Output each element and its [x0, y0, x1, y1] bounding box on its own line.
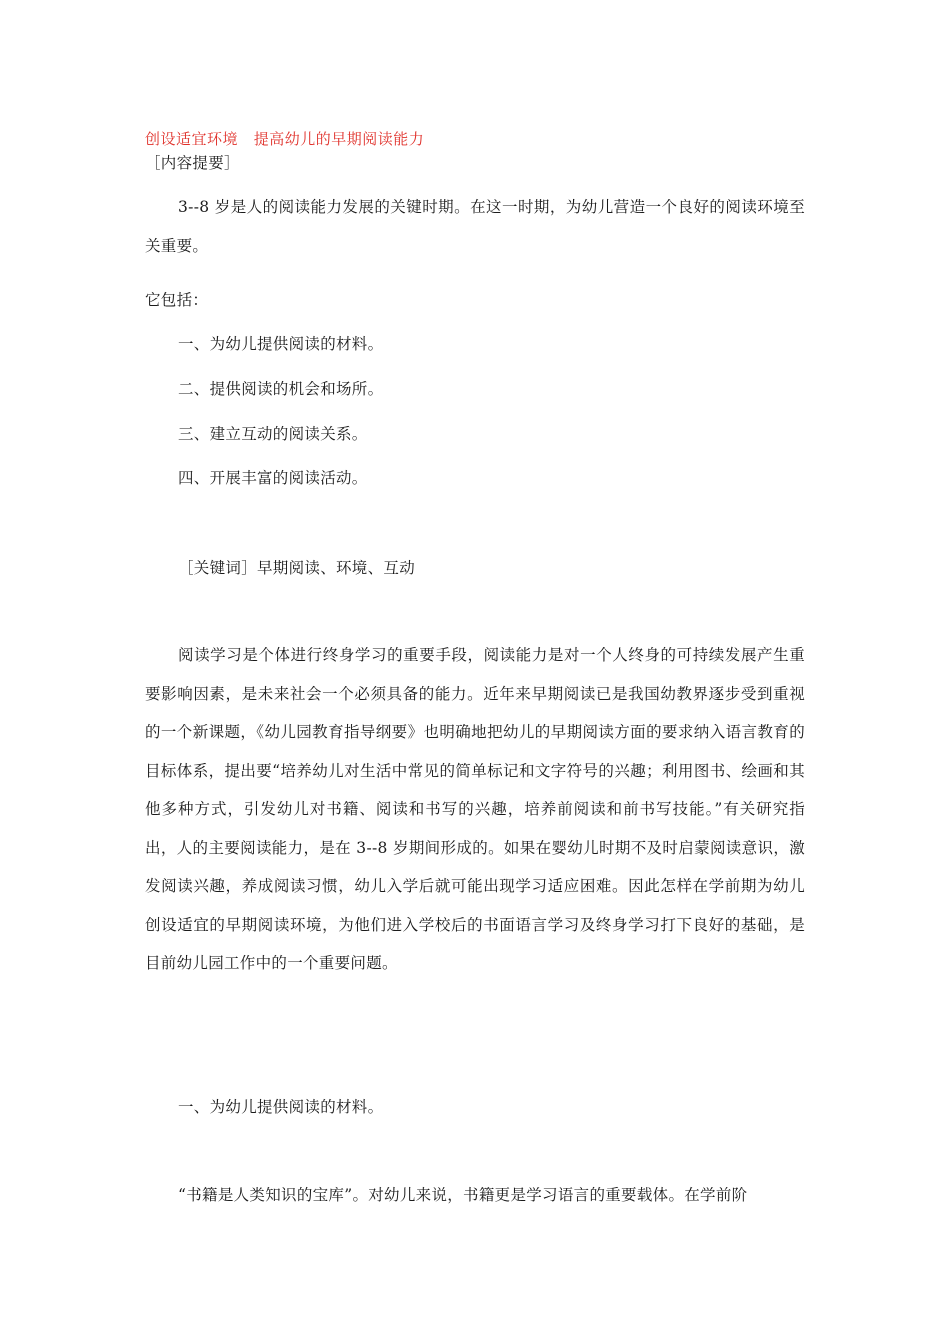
list-item: 三、建立互动的阅读关系。 [178, 425, 368, 443]
section-heading: 一、为幼儿提供阅读的材料。 [178, 1098, 384, 1116]
abstract-paragraph: 3--8 岁是人的阅读能力发展的关键时期。在这一时期，为幼儿营造一个良好的阅读环境至关重要。 [145, 198, 805, 255]
list-item: 四、开展丰富的阅读活动。 [178, 469, 368, 487]
abstract-label: ［内容提要］ [145, 154, 240, 172]
includes-label: 它包括： [145, 291, 209, 309]
list-item: 一、为幼儿提供阅读的材料。 [178, 335, 384, 353]
keywords-line: ［关键词］早期阅读、环境、互动 [178, 559, 416, 577]
list-item: 二、提供阅读的机会和场所。 [178, 380, 384, 398]
document-title: 创设适宜环境 提高幼儿的早期阅读能力 [145, 130, 425, 148]
section-paragraph: “书籍是人类知识的宝库”。对幼儿来说，书籍更是学习语言的重要载体。在学前阶 [178, 1186, 748, 1204]
body-paragraph: 阅读学习是个体进行终身学习的重要手段，阅读能力是对一个人终身的可持续发展产生重要影响因素，是未来社会一个必须具备的能力。近年来早期阅读已是我国幼教界逐步受到重视的一个新课题，《幼儿园教育指导纲要》也明确地把幼儿的早期阅读方面的要求纳入语言教育的目标体系，提出要“培养幼儿对生活中常见的简单标记和文字符号的兴趣；利用图书、绘画和其他多种方式，引发幼儿对书籍、阅读和书写的兴趣，培养前阅读和前书写技能。”有关研究指出，人的主要阅读能力，是在 3--8 岁期间形成的。如果在婴幼儿时期不及时启蒙阅读意识，激发阅读兴趣，养成阅读习惯，幼儿入学后就可能出现学习适应困难。因此怎样在学前期为幼儿创设适宜的早期阅读环境，为他们进入学校后的书面语言学习及终身学习打下良好的基础，是目前幼儿园工作中的一个重要问题。 [145, 646, 805, 972]
